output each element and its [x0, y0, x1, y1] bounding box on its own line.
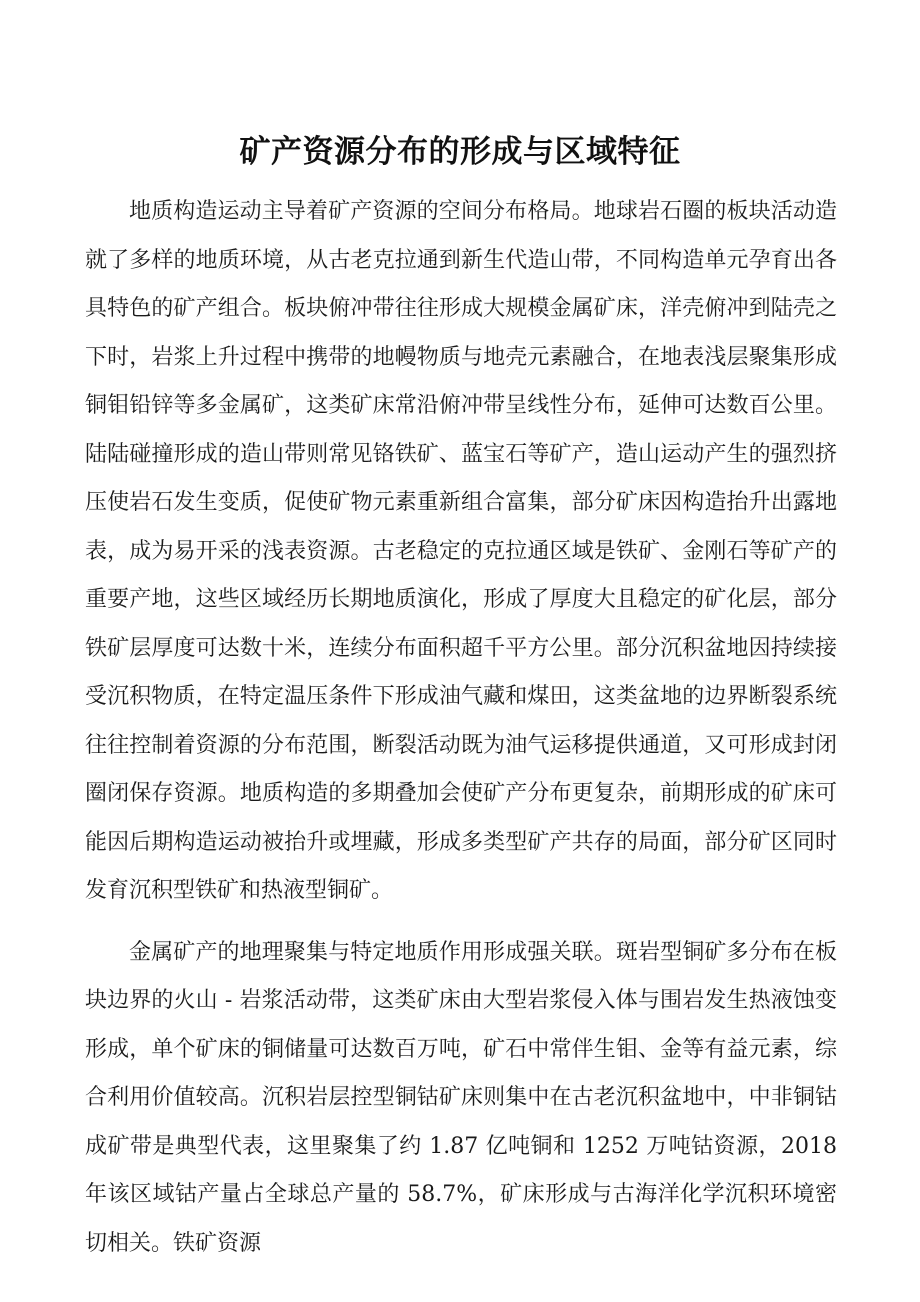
document-title: 矿产资源分布的形成与区域特征 [239, 134, 681, 170]
document-body [85, 188, 837, 1268]
paragraph-2: 金属矿产的地理聚集与特定地质作用形成强关联。斑岩型铜矿多分布在板块边界的火山 - 岩浆活动带，这类矿床由大型岩浆侵入体与围岩发生热液蚀变形成，单个矿床的铜储量可达数百万吨，矿石中常伴生钼、金等有益元素，综合利用价值较高。沉积岩层控型铜钴矿床则集中在古老沉积盆地中，中非铜钴成矿带是典型代表，这里聚集了约 1.87 亿吨铜和 1252 万吨钴资源，2018 年该区域钴产量占全球总产量的 58.7%，矿床形成与古海洋化学沉积环境密切相关。铁矿资源 [85, 939, 837, 1256]
paragraph-1: 地质构造运动主导着矿产资源的空间分布格局。地球岩石圈的板块活动造就了多样的地质环境，从古老克拉通到新生代造山带，不同构造单元孕育出各具特色的矿产组合。板块俯冲带往往形成大规模金属矿床，洋壳俯冲到陆壳之下时，岩浆上升过程中携带的地幔物质与地壳元素融合，在地表浅层聚集形成铜钼铅锌等多金属矿，这类矿床常沿俯冲带呈线性分布，延伸可达数百公里。陆陆碰撞形成的造山带则常见铬铁矿、蓝宝石等矿产，造山运动产生的强烈挤压使岩石发生变质，促使矿物元素重新组合富集，部分矿床因构造抬升出露地表，成为易开采的浅表资源。古老稳定的克拉通区域是铁矿、金刚石等矿产的重要产地，这些区域经历长期地质演化，形成了厚度大且稳定的矿化层，部分铁矿层厚度可达数十米，连续分布面积超千平方公里。部分沉积盆地因持续接受沉积物质，在特定温压条件下形成油气藏和煤田，这类盆地的边界断裂系统往往控制着资源的分布范围，断裂活动既为油气运移提供通道，又可形成封闭圈闭保存资源。地质构造的多期叠加会使矿产分布更复杂，前期形成的矿床可能因后期构造运动被抬升或埋藏，形成多类型矿产共存的局面，部分矿区同时发育沉积型铁矿和热液型铜矿。 [85, 199, 837, 903]
